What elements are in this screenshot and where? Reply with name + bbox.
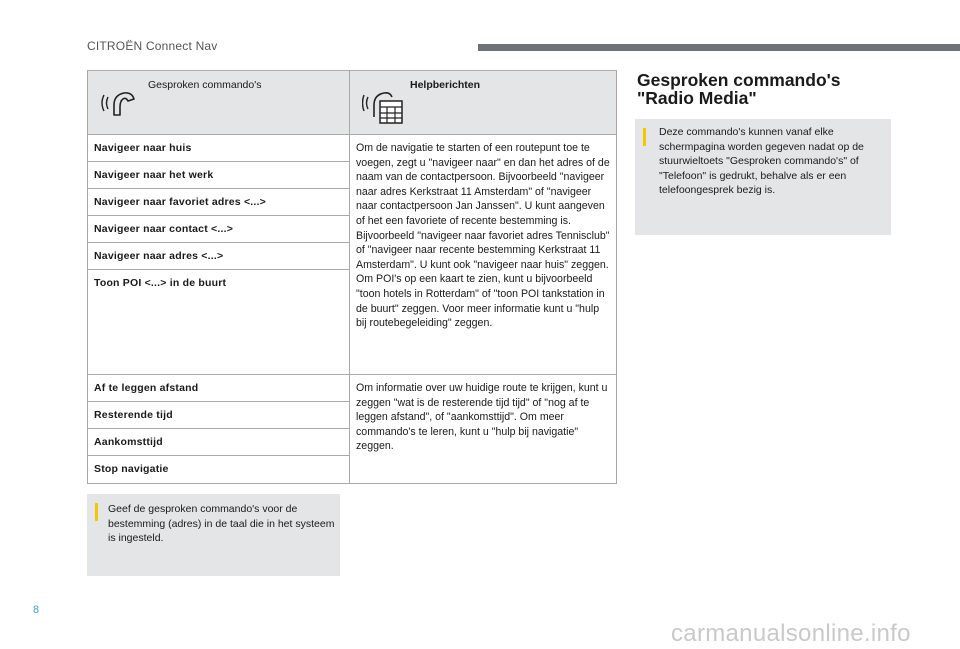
watermark: carmanualsonline.info — [671, 620, 911, 647]
page-number: 8 — [33, 604, 40, 616]
language-note — [87, 494, 340, 576]
header-title: CITROËN Connect Nav — [87, 39, 218, 53]
voice-commands-table — [87, 70, 617, 484]
radio-media-note-text: Deze commando's kunnen vanaf elke schermpagina worden gegeven nadat op de stuurwieltoets "Gesproken commando's" of "Telefoon" is gedrukt, behalve als er een telefoongesprek bezig is. — [659, 126, 864, 196]
command-cell: Af te leggen afstand — [88, 375, 350, 402]
radio-media-note — [635, 119, 891, 235]
command-cell: Navigeer naar favoriet adres <...> — [88, 189, 350, 216]
command-cell: Navigeer naar huis — [88, 135, 350, 162]
table-row — [88, 135, 617, 162]
table-head-commands-label: Gesproken commando's — [148, 79, 262, 91]
section-title: Gesproken commando's "Radio Media" — [637, 70, 841, 108]
command-cell: Navigeer naar het werk — [88, 162, 350, 189]
help-text-cell: Om de navigatie te starten of een routepunt toe te voegen, zegt u "navigeer naar" en dan het adres of de naam van de contactpersoon. Bijvoorbeeld "navigeer naar adres Kerkstraat 11 Amsterdam" of "navigeer naar contactpersoon Jan Janssen". U kunt aangeven of het een favoriete of recente bestemming is. Bijvoorbeeld "navigeer naar favoriet adres Tennisclub" of "navigeer naar recente bestemming Kerkstraat 11 Amsterdam". U kunt ook "navigeer naar huis" zeggen. Om POI's op een kaart te zien, kunt u bijvoorbeeld "toon hotels in Rotterdam" of "toon POI tankstation in de buurt" zeggen. Voor meer informatie kunt u "hulp bij routebegeleiding" zeggen. — [350, 135, 617, 375]
table-row — [88, 375, 617, 402]
table-header-row — [88, 71, 617, 135]
table-head-help-label: Helpberichten — [410, 79, 481, 91]
help-text-cell: Om informatie over uw huidige route te krijgen, kunt u zeggen "wat is de resterende tijd tijd" of "nog af te leggen afstand", of "aankomsttijd". Om meer commando's te leren, kunt u "hulp bij navigatie" zeggen. — [350, 375, 617, 484]
command-cell: Toon POI <...> in de buurt — [88, 270, 350, 375]
command-cell: Aankomsttijd — [88, 429, 350, 456]
table-head-help — [350, 71, 617, 135]
command-cell: Stop navigatie — [88, 456, 350, 484]
note-marker-icon — [95, 503, 98, 521]
command-cell: Navigeer naar contact <...> — [88, 216, 350, 243]
command-cell: Resterende tijd — [88, 402, 350, 429]
command-cell: Navigeer naar adres <...> — [88, 243, 350, 270]
language-note-text: Geef de gesproken commando's voor de bestemming (adres) in de taal die in het systeem is ingesteld. — [108, 503, 335, 544]
help-messages-icon — [362, 83, 406, 127]
table-head-commands — [88, 71, 350, 135]
header-bar — [478, 44, 960, 51]
voice-command-icon — [100, 83, 144, 127]
note-marker-icon — [643, 128, 646, 146]
